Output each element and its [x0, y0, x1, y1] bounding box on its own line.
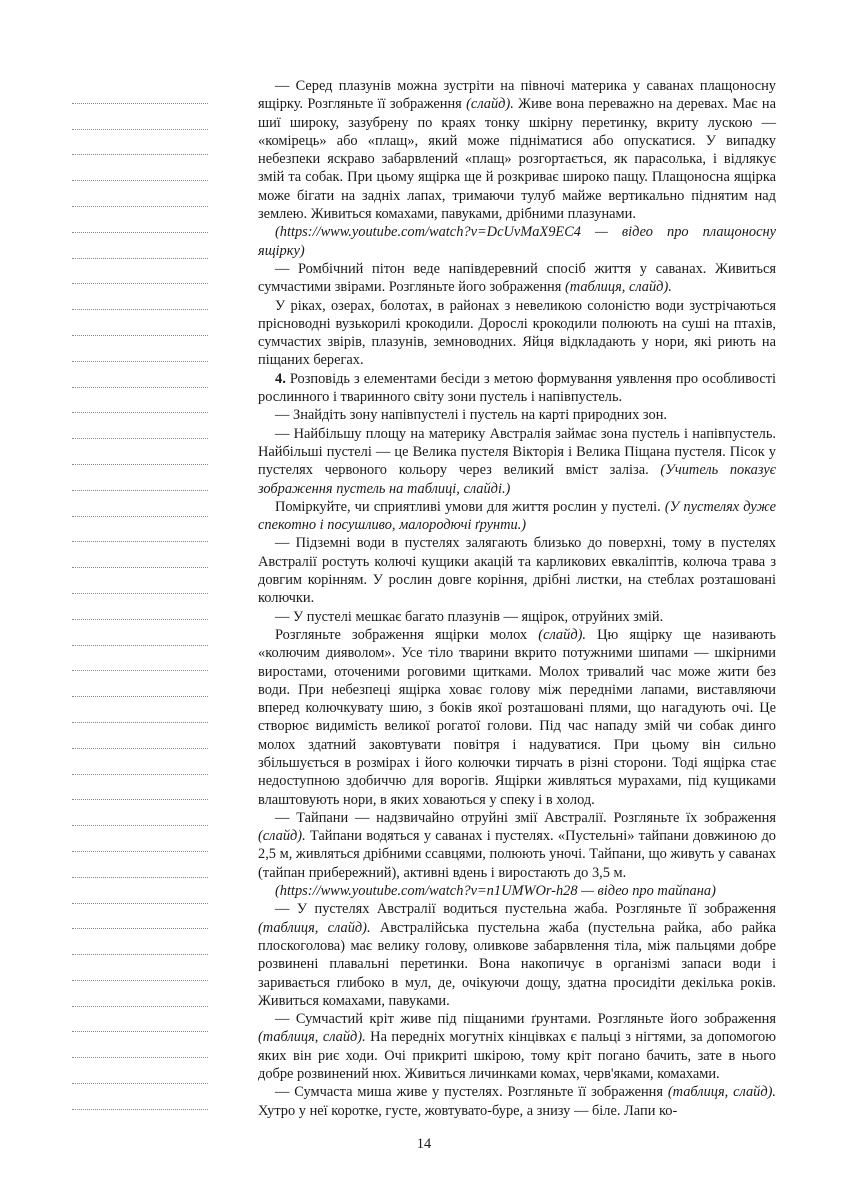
paragraph-marsupial-mole: — Сумчастий кріт живе під піщаними ґрунтами. Розгляньте його зображення (таблиця, слайд). На передніх могутніх кінцівках є пальці з нігтями, за допомогою яких він риє ходи. Очі прикриті шкірою, тому кріт погано бачить, зате в нього добре розвинений нюх. Живиться личинками комах, черв'яками, комахами.: [258, 1011, 776, 1083]
paragraph-taipans: — Тайпани — надзвичайно отруйні змії Австралії. Розгляньте їх зображення (слайд). Тайпани водяться у саванах і пустелях. «Пустельні» тайпани довжиною до 2,5 м, живляться дрібними ссавцями, полюють уночі. Тайпани, що живуть у саванах (тайпан прибережний), активні вдень і виростають до 3,5 м.: [258, 809, 776, 881]
paragraph-marsupial-mouse: — Сумчаста миша живе у пустелях. Розгляньте її зображення (таблиця, слайд). Хутро у неї коротке, густе, жовтувато-буре, а знизу — біле. Лапи ко-: [258, 1084, 777, 1119]
note-line: [72, 878, 208, 904]
note-line: [72, 671, 208, 697]
note-line: [72, 697, 208, 723]
note-line: [72, 259, 208, 285]
note-line: [72, 775, 208, 801]
note-line: [72, 233, 208, 259]
note-line: [72, 620, 208, 646]
note-line: [72, 465, 208, 491]
note-line: [72, 491, 208, 517]
note-line: [72, 1084, 208, 1110]
video-link-frilled-lizard: (https://www.youtube.com/watch?v=DcUvMaX9EC4 — відео про плащоносну ящірку): [258, 224, 776, 259]
note-line: [72, 1058, 208, 1084]
paragraph-crocodiles: У ріках, озерах, болотах, в районах з невеликою солоністю води зустрічаються прісноводні вузькорилі крокодили. Дорослі крокодили полюють на суші на птахів, сумчастих звірів, плазунів, земноводних. Яйця відкладають у нори, які риють на піщаних берегах.: [258, 297, 776, 369]
note-line: [72, 362, 208, 388]
note-line: [72, 542, 208, 568]
note-line: [72, 284, 208, 310]
paragraph-plants: — Підземні води в пустелях залягають близько до поверхні, тому в пустелях Австралії ростуть колючі кущики акацій та карликових евкаліптів, колюча трава з довгим корінням. У рослин довге коріння, дрібні листки, на стеблах розташовані колючки.: [258, 535, 776, 607]
note-line: [72, 78, 208, 104]
video-link-taipan: (https://www.youtube.com/watch?v=n1UMWOr-h28 — відео про тайпана): [275, 883, 716, 900]
paragraph-desert-frog: — У пустелях Австралії водиться пустельна жаба. Розгляньте її зображення (таблиця, слайд). Австралійська пустельна жаба (пустельна райка, або райка плоскоголова) має велику голову, оливкове забарвлення тіла, між пальцями добре розвинені плавальні перетинки. Вона накопичує в організмі запаси води і заривається глибоко в мул, де, очікуючи дощу, здатна просидіти декілька років. Живиться комахами, павуками.: [258, 901, 776, 1009]
paragraph-reptiles: — У пустелі мешкає багато плазунів — ящірок, отруйних змій.: [275, 608, 664, 625]
paragraph-frilled-lizard: — Серед плазунів можна зустріти на півночі материка у саванах плащоносну ящірку. Розгляньте її зображення (слайд). Живе вона переважно на деревах. Має на шиї широку, зазубрену по краях тонку шкірну перетинку, вкриту лускою — «комірець» або «плащ», який може підніматися або опускатися. У випадку небезпеки яскраво забарвлений «плащ» розгортається, як парасолька, і відлякує змій та собак. При цьому ящірка ще й розкриває широко пащу. Плащоносна ящірка може бігати на задніх лапах, тримаючи тулуб майже вертикально піднятим над землею. Живиться комахами, павуками, дрібними плазунами.: [258, 78, 776, 223]
note-line: [72, 749, 208, 775]
page-content: [258, 77, 776, 1120]
section-4-heading: 4. Розповідь з елементами бесіди з метою формування уявлення про особливості рослинного і тваринного світу зони пустель і напівпустель.: [258, 370, 776, 406]
note-line: [72, 723, 208, 749]
note-line: [72, 336, 208, 362]
note-line: [72, 388, 208, 414]
note-line: [72, 852, 208, 878]
note-line: [72, 1032, 208, 1058]
note-line: [72, 155, 208, 181]
paragraph-moloch: Розгляньте зображення ящірки молох (слайд). Цю ящірку ще називають «колючим дияволом». Усе тіло тварини вкрито потужними шипами — шкірними виростами, оточеними роговими щитками. Молох тривалий час може жити без води. При небезпеці ящірка ховає голову між передніми лапами, виставляючи вперед колючкувату шию, з боків якої розташовані плями, що нагадують очі. Це створює видимість великої рогатої голови. Під час нападу змій чи собак динго молох здатний заковтувати повітря і надуватися. При цьому він сильно збільшується в розмірах і його колючки тирчать в різні сторони. Тоді ящірка стає недоступною здобиччю для ворогів. Ящірки живляться мурахами, під кущиками влаштовують нори, в яких ховаються у спеку і в холод.: [258, 626, 776, 808]
note-line: [72, 1007, 208, 1033]
note-line: [72, 568, 208, 594]
paragraph-python: — Ромбічний пітон веде напівдеревний спосіб життя у саванах. Живиться сумчастими звірами. Розгляньте його зображення (таблиця, слайд).: [258, 260, 776, 296]
note-line: [72, 955, 208, 981]
note-line: [72, 439, 208, 465]
note-line: [72, 104, 208, 130]
note-line: [72, 646, 208, 672]
paragraph-think: Поміркуйте, чи сприятливі умови для життя рослин у пустелі. (У пустелях дуже спекотно і посушливо, малородючі ґрунти.): [258, 498, 776, 534]
note-line: [72, 981, 208, 1007]
paragraph-deserts: — Найбільшу площу на материку Австралія займає зона пустель і напівпустель. Найбільші пустелі — це Велика пустеля Вікторія і Велика Піщана пустеля. Пісок у пустелях червоного кольору через великий вміст заліза. (Учитель показує зображення пустель на таблиці, слайді.): [258, 425, 777, 497]
note-line: [72, 181, 208, 207]
note-line: [72, 413, 208, 439]
note-line: [72, 207, 208, 233]
paragraph-find-zone: — Знайдіть зону напівпустелі і пустель на карті природних зон.: [275, 407, 667, 424]
note-line: [72, 310, 208, 336]
note-line: [72, 130, 208, 156]
note-line: [72, 517, 208, 543]
note-line: [72, 594, 208, 620]
notes-margin: [72, 78, 208, 1110]
page-number: 14: [416, 1136, 432, 1152]
note-line: [72, 904, 208, 930]
note-line: [72, 800, 208, 826]
note-line: [72, 826, 208, 852]
note-line: [72, 929, 208, 955]
